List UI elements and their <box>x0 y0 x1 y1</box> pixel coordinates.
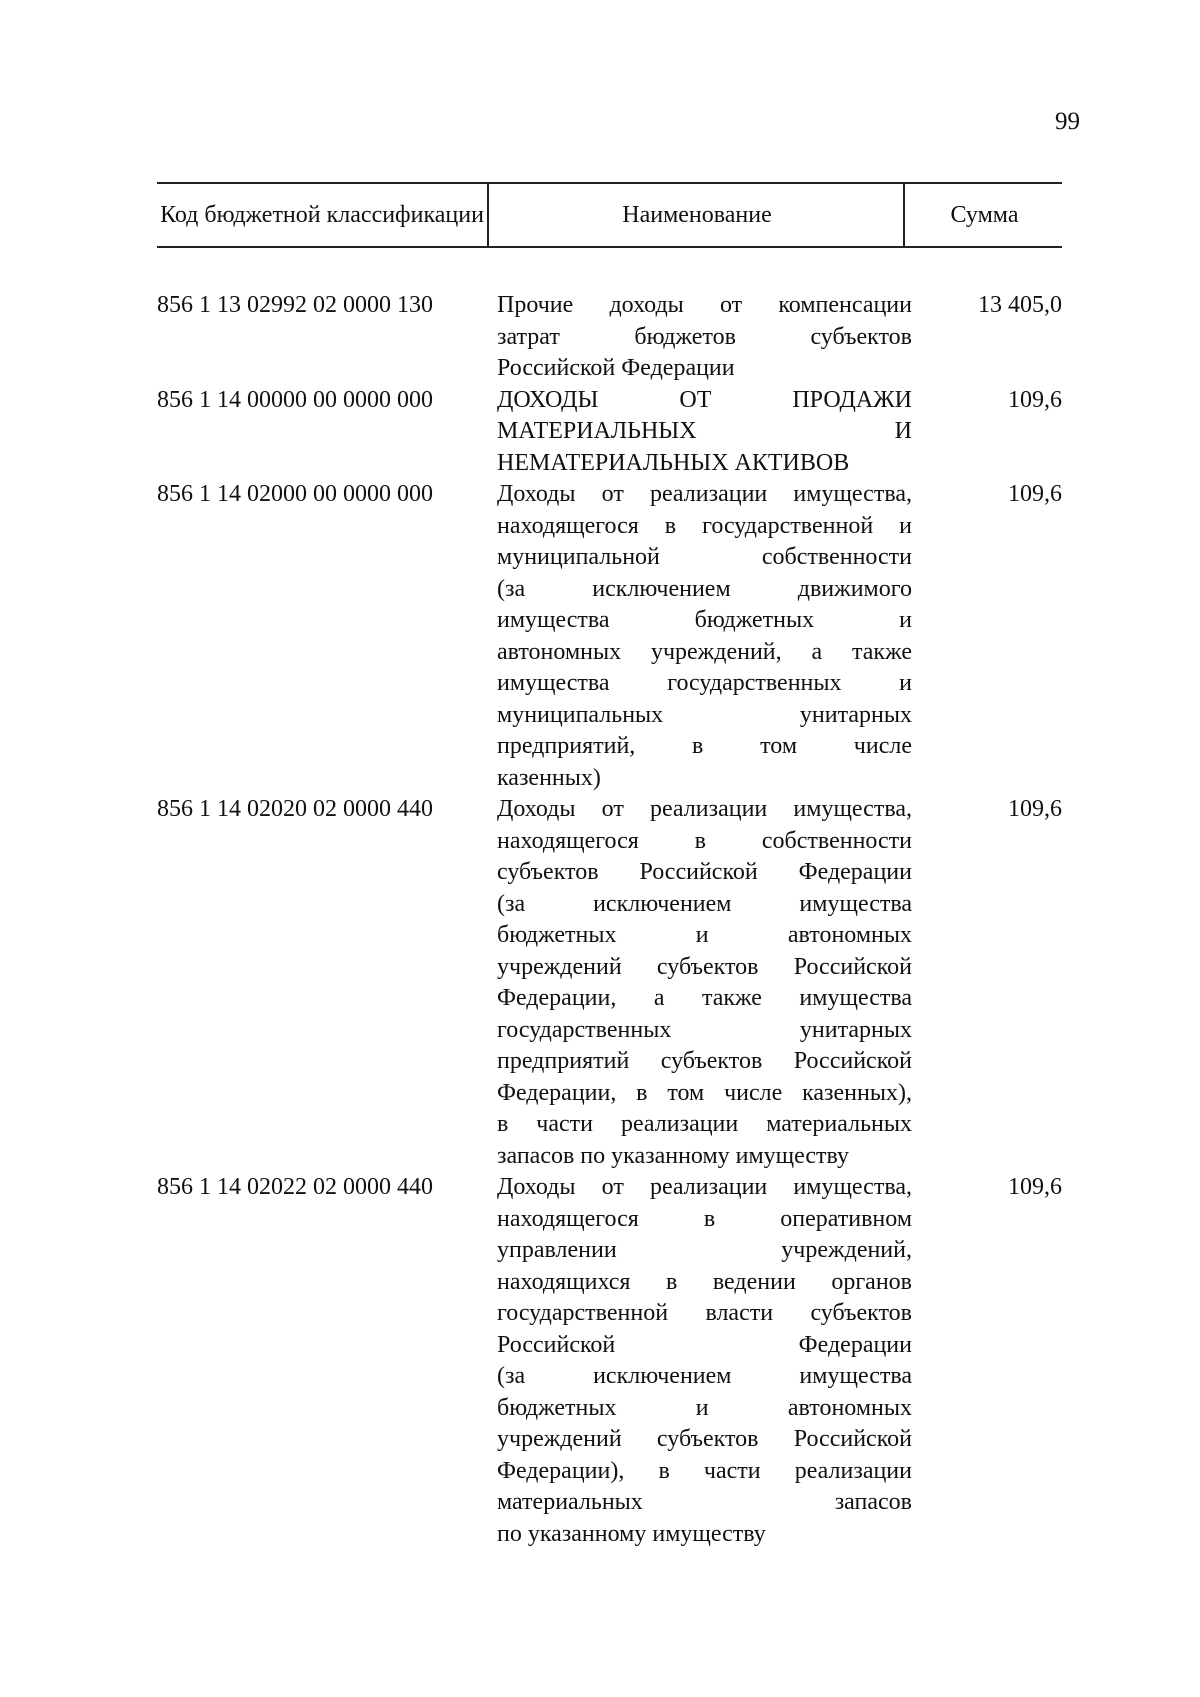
header-sum: Сумма <box>903 184 1064 246</box>
item-name-line: по указанному имуществу <box>497 1520 766 1547</box>
item-name-line: (за исключением имущества <box>497 1363 912 1389</box>
header-name: Наименование <box>487 184 905 246</box>
item-name-line: Доходы от реализации имущества, <box>497 1174 912 1200</box>
item-name-line: запасов по указанному имуществу <box>497 1142 850 1169</box>
table-row <box>0 385 1200 480</box>
header-code: Код бюджетной классификации <box>160 202 484 228</box>
item-name-line: в части реализации материальных <box>497 1111 912 1137</box>
page-number: 99 <box>1055 108 1080 135</box>
item-name-line: бюджетных и автономных <box>497 1394 912 1421</box>
item-name-line: Федерации, а также имущества <box>497 985 912 1011</box>
item-name-line: ДОХОДЫ ОТ ПРОДАЖИ <box>497 386 912 413</box>
budget-code: 856 1 14 02022 02 0000 440 <box>157 1174 433 1200</box>
item-name-line: Российской Федерации <box>497 1331 912 1358</box>
item-name-line: (за исключением движимого <box>497 575 912 602</box>
item-name-line: учреждений субъектов Российской <box>497 953 912 980</box>
item-name <box>497 290 912 385</box>
table-row <box>0 1172 1200 1550</box>
item-name-line: находящихся в ведении органов <box>497 1268 912 1295</box>
item-name-line: казенных) <box>497 764 601 791</box>
item-name <box>497 1172 912 1550</box>
item-name-line: находящегося в оперативном <box>497 1205 912 1232</box>
item-name-line: предприятий субъектов Российской <box>497 1048 912 1074</box>
item-name-line: субъектов Российской Федерации <box>497 859 912 885</box>
item-name-line: предприятий, в том числе <box>497 733 912 759</box>
item-name-line: государственной власти субъектов <box>497 1300 912 1326</box>
item-name-line: имущества государственных и <box>497 670 912 696</box>
table-row <box>0 479 1200 794</box>
item-name-line: муниципальных унитарных <box>497 701 912 728</box>
item-sum: 109,6 <box>1008 481 1062 507</box>
item-name-line: Доходы от реализации имущества, <box>497 481 912 507</box>
budget-code: 856 1 14 02000 00 0000 000 <box>157 481 433 507</box>
item-sum: 109,6 <box>1008 386 1062 413</box>
item-name-line: Доходы от реализации имущества, <box>497 796 912 822</box>
budget-code: 856 1 14 02020 02 0000 440 <box>157 796 433 822</box>
item-sum: 13 405,0 <box>978 292 1062 318</box>
item-name-line: Российской Федерации <box>497 355 735 381</box>
item-name-line: бюджетных и автономных <box>497 922 912 948</box>
table-header <box>157 182 1062 248</box>
item-name-line: государственных унитарных <box>497 1016 912 1043</box>
item-name-line: имущества бюджетных и <box>497 607 912 633</box>
item-name <box>497 479 912 794</box>
item-name-line: учреждений субъектов Российской <box>497 1426 912 1452</box>
item-name-line: автономных учреждений, а также <box>497 638 912 665</box>
item-name-line: МАТЕРИАЛЬНЫХ И <box>497 418 912 444</box>
item-sum: 109,6 <box>1008 796 1062 822</box>
table-row <box>0 794 1200 1172</box>
table-body <box>0 290 1200 1550</box>
item-name <box>497 794 912 1172</box>
item-name-line: материальных запасов <box>497 1489 912 1515</box>
item-name <box>497 385 912 480</box>
budget-code: 856 1 14 00000 00 0000 000 <box>157 386 433 413</box>
item-name-line: управлении учреждений, <box>497 1237 912 1263</box>
item-name-line: находящегося в собственности <box>497 827 912 854</box>
budget-code: 856 1 13 02992 02 0000 130 <box>157 292 433 318</box>
table-row <box>0 290 1200 385</box>
item-name-line: Федерации), в части реализации <box>497 1457 912 1484</box>
item-name-line: Федерации, в том числе казенных), <box>497 1079 912 1106</box>
item-name-line: муниципальной собственности <box>497 544 912 570</box>
item-name-line: затрат бюджетов субъектов <box>497 323 912 350</box>
item-name-line: (за исключением имущества <box>497 890 912 917</box>
item-sum: 109,6 <box>1008 1174 1062 1200</box>
item-name-line: находящегося в государственной и <box>497 512 912 539</box>
item-name-line: НЕМАТЕРИАЛЬНЫХ АКТИВОВ <box>497 449 850 476</box>
item-name-line: Прочие доходы от компенсации <box>497 292 912 318</box>
